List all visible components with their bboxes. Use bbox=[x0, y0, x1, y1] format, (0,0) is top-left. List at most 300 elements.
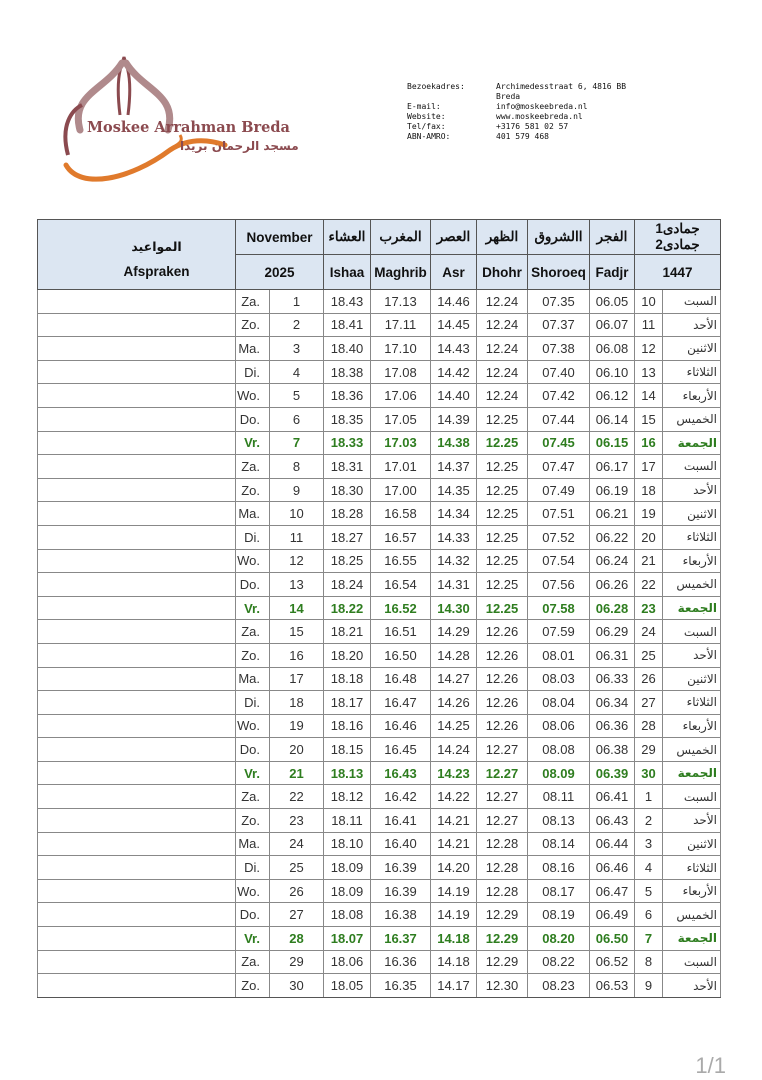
shoroeq-time-cell: 07.45 bbox=[528, 431, 590, 455]
contact-row bbox=[407, 112, 636, 122]
shoroeq-header-arabic: االشروق bbox=[528, 220, 590, 255]
weekday-arabic-cell: الجمعة bbox=[663, 596, 721, 620]
contact-label bbox=[407, 92, 496, 102]
hijri-day-cell: 1 bbox=[635, 785, 663, 809]
ishaa-time-cell: 18.40 bbox=[324, 337, 371, 361]
fadjr-time-cell: 06.07 bbox=[590, 313, 635, 337]
maghrib-time-cell: 16.38 bbox=[371, 903, 431, 927]
contact-value: +3176 581 02 57 bbox=[496, 122, 569, 131]
weekday-cell: Zo. bbox=[236, 313, 270, 337]
dhohr-time-cell: 12.26 bbox=[477, 643, 528, 667]
contact-label: Website: bbox=[407, 112, 446, 121]
appointments-header bbox=[38, 220, 236, 290]
contact-label: E-mail: bbox=[407, 102, 441, 111]
hijri-day-cell: 17 bbox=[635, 455, 663, 479]
maghrib-time-cell: 16.57 bbox=[371, 525, 431, 549]
contact-block bbox=[407, 82, 636, 142]
shoroeq-header: Shoroeq bbox=[528, 255, 590, 290]
table-row bbox=[38, 337, 721, 361]
weekday-arabic-cell: الثلاثاء bbox=[663, 525, 721, 549]
ishaa-time-cell: 18.20 bbox=[324, 643, 371, 667]
hijri-day-cell: 16 bbox=[635, 431, 663, 455]
shoroeq-time-cell: 08.11 bbox=[528, 785, 590, 809]
contact-label: Bezoekadres: bbox=[407, 82, 465, 91]
date-cell: 5 bbox=[270, 384, 324, 408]
weekday-arabic-cell: الأحد bbox=[663, 478, 721, 502]
maghrib-time-cell: 16.46 bbox=[371, 714, 431, 738]
weekday-arabic-cell: الجمعة bbox=[663, 927, 721, 951]
asr-time-cell: 14.17 bbox=[431, 974, 477, 998]
shoroeq-time-cell: 07.38 bbox=[528, 337, 590, 361]
dhohr-time-cell: 12.25 bbox=[477, 549, 528, 573]
hijri-day-cell: 13 bbox=[635, 360, 663, 384]
weekday-cell: Vr. bbox=[236, 596, 270, 620]
dhohr-time-cell: 12.25 bbox=[477, 431, 528, 455]
table-row bbox=[38, 596, 721, 620]
dhohr-time-cell: 12.25 bbox=[477, 573, 528, 597]
table-row bbox=[38, 879, 721, 903]
hijri-day-cell: 6 bbox=[635, 903, 663, 927]
dhohr-time-cell: 12.28 bbox=[477, 879, 528, 903]
contact-row bbox=[407, 132, 636, 142]
shoroeq-time-cell: 08.20 bbox=[528, 927, 590, 951]
ishaa-time-cell: 18.16 bbox=[324, 714, 371, 738]
fadjr-time-cell: 06.14 bbox=[590, 407, 635, 431]
shoroeq-time-cell: 07.49 bbox=[528, 478, 590, 502]
date-cell: 12 bbox=[270, 549, 324, 573]
weekday-arabic-cell: السبت bbox=[663, 950, 721, 974]
maghrib-time-cell: 16.50 bbox=[371, 643, 431, 667]
weekday-arabic-cell: السبت bbox=[663, 290, 721, 314]
date-cell: 8 bbox=[270, 455, 324, 479]
date-cell: 3 bbox=[270, 337, 324, 361]
table-row bbox=[38, 667, 721, 691]
fadjr-time-cell: 06.47 bbox=[590, 879, 635, 903]
ishaa-time-cell: 18.09 bbox=[324, 856, 371, 880]
ishaa-time-cell: 18.24 bbox=[324, 573, 371, 597]
fadjr-time-cell: 06.05 bbox=[590, 290, 635, 314]
asr-time-cell: 14.20 bbox=[431, 856, 477, 880]
appointment-cell bbox=[38, 691, 236, 715]
hijri-day-cell: 24 bbox=[635, 620, 663, 644]
date-cell: 11 bbox=[270, 525, 324, 549]
dhohr-time-cell: 12.30 bbox=[477, 974, 528, 998]
appointments-header-arabic: المواعيد bbox=[131, 238, 182, 254]
dhohr-time-cell: 12.27 bbox=[477, 785, 528, 809]
fadjr-time-cell: 06.26 bbox=[590, 573, 635, 597]
appointment-cell bbox=[38, 974, 236, 998]
asr-time-cell: 14.37 bbox=[431, 455, 477, 479]
date-cell: 4 bbox=[270, 360, 324, 384]
shoroeq-time-cell: 08.22 bbox=[528, 950, 590, 974]
hijri-day-cell: 14 bbox=[635, 384, 663, 408]
fadjr-header-arabic: الفجر bbox=[590, 220, 635, 255]
fadjr-time-cell: 06.28 bbox=[590, 596, 635, 620]
date-cell: 9 bbox=[270, 478, 324, 502]
maghrib-time-cell: 16.37 bbox=[371, 927, 431, 951]
table-row bbox=[38, 502, 721, 526]
appointment-cell bbox=[38, 455, 236, 479]
hijri-day-cell: 25 bbox=[635, 643, 663, 667]
weekday-cell: Ma. bbox=[236, 502, 270, 526]
table-row bbox=[38, 620, 721, 644]
weekday-arabic-cell: الأربعاء bbox=[663, 549, 721, 573]
appointment-cell bbox=[38, 761, 236, 785]
asr-time-cell: 14.25 bbox=[431, 714, 477, 738]
maghrib-time-cell: 17.08 bbox=[371, 360, 431, 384]
fadjr-time-cell: 06.43 bbox=[590, 809, 635, 833]
asr-time-cell: 14.19 bbox=[431, 879, 477, 903]
asr-time-cell: 14.18 bbox=[431, 950, 477, 974]
asr-time-cell: 14.22 bbox=[431, 785, 477, 809]
date-cell: 14 bbox=[270, 596, 324, 620]
date-cell: 2 bbox=[270, 313, 324, 337]
hijri-day-cell: 28 bbox=[635, 714, 663, 738]
shoroeq-time-cell: 07.52 bbox=[528, 525, 590, 549]
ishaa-time-cell: 18.33 bbox=[324, 431, 371, 455]
date-cell: 20 bbox=[270, 738, 324, 762]
date-cell: 6 bbox=[270, 407, 324, 431]
dhohr-time-cell: 12.29 bbox=[477, 927, 528, 951]
appointment-cell bbox=[38, 643, 236, 667]
dhohr-time-cell: 12.26 bbox=[477, 691, 528, 715]
asr-time-cell: 14.45 bbox=[431, 313, 477, 337]
weekday-cell: Do. bbox=[236, 738, 270, 762]
fadjr-time-cell: 06.36 bbox=[590, 714, 635, 738]
maghrib-time-cell: 16.43 bbox=[371, 761, 431, 785]
dhohr-time-cell: 12.24 bbox=[477, 360, 528, 384]
asr-time-cell: 14.33 bbox=[431, 525, 477, 549]
hijri-day-cell: 3 bbox=[635, 832, 663, 856]
appointment-cell bbox=[38, 573, 236, 597]
table-row bbox=[38, 974, 721, 998]
asr-time-cell: 14.26 bbox=[431, 691, 477, 715]
date-cell: 16 bbox=[270, 643, 324, 667]
table-row bbox=[38, 478, 721, 502]
asr-header: Asr bbox=[431, 255, 477, 290]
weekday-cell: Di. bbox=[236, 525, 270, 549]
weekday-arabic-cell: الاثنين bbox=[663, 502, 721, 526]
ishaa-time-cell: 18.30 bbox=[324, 478, 371, 502]
maghrib-time-cell: 17.06 bbox=[371, 384, 431, 408]
hijri-day-cell: 5 bbox=[635, 879, 663, 903]
shoroeq-time-cell: 08.17 bbox=[528, 879, 590, 903]
table-row bbox=[38, 313, 721, 337]
contact-row bbox=[407, 82, 636, 92]
dhohr-time-cell: 12.24 bbox=[477, 290, 528, 314]
ishaa-time-cell: 18.10 bbox=[324, 832, 371, 856]
shoroeq-time-cell: 07.42 bbox=[528, 384, 590, 408]
logo-name-arabic: مسجد الرحمان بريدا bbox=[180, 139, 299, 153]
asr-time-cell: 14.21 bbox=[431, 832, 477, 856]
fadjr-time-cell: 06.31 bbox=[590, 643, 635, 667]
appointment-cell bbox=[38, 290, 236, 314]
weekday-cell: Vr. bbox=[236, 927, 270, 951]
shoroeq-time-cell: 07.35 bbox=[528, 290, 590, 314]
shoroeq-time-cell: 08.01 bbox=[528, 643, 590, 667]
weekday-arabic-cell: الجمعة bbox=[663, 761, 721, 785]
weekday-arabic-cell: الأربعاء bbox=[663, 879, 721, 903]
contact-value: Archimedesstraat 6, 4816 BB bbox=[496, 82, 627, 91]
fadjr-time-cell: 06.33 bbox=[590, 667, 635, 691]
ishaa-time-cell: 18.28 bbox=[324, 502, 371, 526]
maghrib-time-cell: 17.00 bbox=[371, 478, 431, 502]
weekday-arabic-cell: الخميس bbox=[663, 738, 721, 762]
shoroeq-time-cell: 08.03 bbox=[528, 667, 590, 691]
date-cell: 10 bbox=[270, 502, 324, 526]
ishaa-time-cell: 18.12 bbox=[324, 785, 371, 809]
date-cell: 17 bbox=[270, 667, 324, 691]
asr-time-cell: 14.27 bbox=[431, 667, 477, 691]
dhohr-time-cell: 12.28 bbox=[477, 856, 528, 880]
date-cell: 27 bbox=[270, 903, 324, 927]
weekday-cell: Zo. bbox=[236, 478, 270, 502]
weekday-arabic-cell: الأربعاء bbox=[663, 714, 721, 738]
fadjr-time-cell: 06.22 bbox=[590, 525, 635, 549]
appointment-cell bbox=[38, 478, 236, 502]
fadjr-time-cell: 06.10 bbox=[590, 360, 635, 384]
fadjr-time-cell: 06.44 bbox=[590, 832, 635, 856]
hijri-day-cell: 12 bbox=[635, 337, 663, 361]
table-row bbox=[38, 573, 721, 597]
asr-time-cell: 14.38 bbox=[431, 431, 477, 455]
appointment-cell bbox=[38, 832, 236, 856]
shoroeq-time-cell: 07.37 bbox=[528, 313, 590, 337]
weekday-cell: Do. bbox=[236, 573, 270, 597]
weekday-arabic-cell: السبت bbox=[663, 785, 721, 809]
ishaa-time-cell: 18.21 bbox=[324, 620, 371, 644]
weekday-arabic-cell: السبت bbox=[663, 620, 721, 644]
ishaa-time-cell: 18.18 bbox=[324, 667, 371, 691]
dhohr-time-cell: 12.25 bbox=[477, 525, 528, 549]
shoroeq-time-cell: 07.44 bbox=[528, 407, 590, 431]
table-row bbox=[38, 832, 721, 856]
appointment-cell bbox=[38, 879, 236, 903]
ishaa-time-cell: 18.41 bbox=[324, 313, 371, 337]
asr-time-cell: 14.30 bbox=[431, 596, 477, 620]
date-cell: 7 bbox=[270, 431, 324, 455]
shoroeq-time-cell: 08.23 bbox=[528, 974, 590, 998]
table-row bbox=[38, 384, 721, 408]
table-row bbox=[38, 549, 721, 573]
maghrib-time-cell: 16.54 bbox=[371, 573, 431, 597]
appointment-cell bbox=[38, 738, 236, 762]
date-cell: 24 bbox=[270, 832, 324, 856]
weekday-cell: Do. bbox=[236, 903, 270, 927]
appointment-cell bbox=[38, 337, 236, 361]
weekday-cell: Zo. bbox=[236, 643, 270, 667]
hijri-day-cell: 9 bbox=[635, 974, 663, 998]
hijri-day-cell: 26 bbox=[635, 667, 663, 691]
weekday-cell: Wo. bbox=[236, 714, 270, 738]
shoroeq-time-cell: 07.58 bbox=[528, 596, 590, 620]
shoroeq-time-cell: 08.16 bbox=[528, 856, 590, 880]
weekday-arabic-cell: الأربعاء bbox=[663, 384, 721, 408]
weekday-cell: Vr. bbox=[236, 431, 270, 455]
maghrib-time-cell: 16.45 bbox=[371, 738, 431, 762]
hijri-month-1: جمادى1 bbox=[655, 221, 700, 236]
weekday-arabic-cell: الخميس bbox=[663, 903, 721, 927]
appointment-cell bbox=[38, 903, 236, 927]
table-row bbox=[38, 407, 721, 431]
fadjr-time-cell: 06.46 bbox=[590, 856, 635, 880]
ishaa-time-cell: 18.07 bbox=[324, 927, 371, 951]
dhohr-time-cell: 12.29 bbox=[477, 950, 528, 974]
fadjr-time-cell: 06.21 bbox=[590, 502, 635, 526]
dhohr-time-cell: 12.26 bbox=[477, 714, 528, 738]
maghrib-time-cell: 17.11 bbox=[371, 313, 431, 337]
date-cell: 29 bbox=[270, 950, 324, 974]
shoroeq-time-cell: 08.04 bbox=[528, 691, 590, 715]
ishaa-time-cell: 18.22 bbox=[324, 596, 371, 620]
hijri-day-cell: 8 bbox=[635, 950, 663, 974]
dhohr-header-arabic: الظهر bbox=[477, 220, 528, 255]
hijri-day-cell: 23 bbox=[635, 596, 663, 620]
date-cell: 19 bbox=[270, 714, 324, 738]
weekday-arabic-cell: الثلاثاء bbox=[663, 856, 721, 880]
ishaa-time-cell: 18.36 bbox=[324, 384, 371, 408]
maghrib-time-cell: 17.01 bbox=[371, 455, 431, 479]
maghrib-time-cell: 16.48 bbox=[371, 667, 431, 691]
table-row bbox=[38, 738, 721, 762]
hijri-day-cell: 20 bbox=[635, 525, 663, 549]
date-cell: 13 bbox=[270, 573, 324, 597]
weekday-cell: Za. bbox=[236, 950, 270, 974]
hijri-day-cell: 11 bbox=[635, 313, 663, 337]
contact-label: Tel/fax: bbox=[407, 122, 446, 131]
shoroeq-time-cell: 08.06 bbox=[528, 714, 590, 738]
weekday-cell: Za. bbox=[236, 455, 270, 479]
appointment-cell bbox=[38, 950, 236, 974]
weekday-cell: Za. bbox=[236, 620, 270, 644]
weekday-cell: Wo. bbox=[236, 384, 270, 408]
fadjr-time-cell: 06.49 bbox=[590, 903, 635, 927]
table-row bbox=[38, 785, 721, 809]
hijri-year-header: 1447 bbox=[635, 255, 721, 290]
table-row bbox=[38, 714, 721, 738]
dhohr-time-cell: 12.25 bbox=[477, 596, 528, 620]
asr-time-cell: 14.34 bbox=[431, 502, 477, 526]
contact-value: Breda bbox=[496, 92, 521, 101]
dhohr-time-cell: 12.24 bbox=[477, 337, 528, 361]
weekday-cell: Do. bbox=[236, 407, 270, 431]
weekday-cell: Za. bbox=[236, 290, 270, 314]
asr-time-cell: 14.29 bbox=[431, 620, 477, 644]
date-cell: 28 bbox=[270, 927, 324, 951]
maghrib-time-cell: 17.10 bbox=[371, 337, 431, 361]
fadjr-time-cell: 06.50 bbox=[590, 927, 635, 951]
appointment-cell bbox=[38, 431, 236, 455]
ishaa-time-cell: 18.09 bbox=[324, 879, 371, 903]
weekday-arabic-cell: الاثنين bbox=[663, 337, 721, 361]
date-cell: 21 bbox=[270, 761, 324, 785]
dhohr-time-cell: 12.26 bbox=[477, 620, 528, 644]
table-row bbox=[38, 903, 721, 927]
appointment-cell bbox=[38, 360, 236, 384]
table-row bbox=[38, 761, 721, 785]
weekday-cell: Zo. bbox=[236, 809, 270, 833]
dhohr-time-cell: 12.24 bbox=[477, 313, 528, 337]
weekday-cell: Wo. bbox=[236, 879, 270, 903]
date-cell: 30 bbox=[270, 974, 324, 998]
shoroeq-time-cell: 08.09 bbox=[528, 761, 590, 785]
hijri-day-cell: 19 bbox=[635, 502, 663, 526]
fadjr-header: Fadjr bbox=[590, 255, 635, 290]
shoroeq-time-cell: 07.40 bbox=[528, 360, 590, 384]
month-header: November bbox=[236, 220, 324, 255]
fadjr-time-cell: 06.08 bbox=[590, 337, 635, 361]
maghrib-time-cell: 16.55 bbox=[371, 549, 431, 573]
weekday-cell: Vr. bbox=[236, 761, 270, 785]
maghrib-time-cell: 16.42 bbox=[371, 785, 431, 809]
asr-time-cell: 14.21 bbox=[431, 809, 477, 833]
weekday-cell: Di. bbox=[236, 856, 270, 880]
asr-time-cell: 14.31 bbox=[431, 573, 477, 597]
shoroeq-time-cell: 08.13 bbox=[528, 809, 590, 833]
dhohr-time-cell: 12.27 bbox=[477, 738, 528, 762]
fadjr-time-cell: 06.17 bbox=[590, 455, 635, 479]
maghrib-header-arabic: المغرب bbox=[371, 220, 431, 255]
shoroeq-time-cell: 07.59 bbox=[528, 620, 590, 644]
table-row bbox=[38, 290, 721, 314]
mosque-logo bbox=[60, 55, 300, 190]
asr-time-cell: 14.28 bbox=[431, 643, 477, 667]
table-row bbox=[38, 360, 721, 384]
ishaa-header: Ishaa bbox=[324, 255, 371, 290]
appointment-cell bbox=[38, 809, 236, 833]
hijri-day-cell: 7 bbox=[635, 927, 663, 951]
fadjr-time-cell: 06.41 bbox=[590, 785, 635, 809]
hijri-day-cell: 10 bbox=[635, 290, 663, 314]
ishaa-header-arabic: العشاء bbox=[324, 220, 371, 255]
dhohr-time-cell: 12.24 bbox=[477, 384, 528, 408]
contact-value: 401 579 468 bbox=[496, 132, 549, 141]
hijri-day-cell: 15 bbox=[635, 407, 663, 431]
appointments-header-dutch: Afspraken bbox=[123, 263, 190, 279]
table-row bbox=[38, 856, 721, 880]
ishaa-time-cell: 18.13 bbox=[324, 761, 371, 785]
maghrib-time-cell: 16.51 bbox=[371, 620, 431, 644]
table-row bbox=[38, 643, 721, 667]
weekday-arabic-cell: الأحد bbox=[663, 313, 721, 337]
table-row bbox=[38, 525, 721, 549]
ishaa-time-cell: 18.17 bbox=[324, 691, 371, 715]
shoroeq-time-cell: 08.14 bbox=[528, 832, 590, 856]
fadjr-time-cell: 06.15 bbox=[590, 431, 635, 455]
fadjr-time-cell: 06.12 bbox=[590, 384, 635, 408]
dhohr-time-cell: 12.25 bbox=[477, 455, 528, 479]
hijri-day-cell: 27 bbox=[635, 691, 663, 715]
appointment-cell bbox=[38, 856, 236, 880]
shoroeq-time-cell: 07.56 bbox=[528, 573, 590, 597]
appointment-cell bbox=[38, 785, 236, 809]
maghrib-time-cell: 17.03 bbox=[371, 431, 431, 455]
dhohr-time-cell: 12.25 bbox=[477, 502, 528, 526]
hijri-day-cell: 22 bbox=[635, 573, 663, 597]
prayer-times-table bbox=[37, 219, 721, 998]
appointment-cell bbox=[38, 549, 236, 573]
weekday-arabic-cell: الأحد bbox=[663, 809, 721, 833]
maghrib-time-cell: 16.36 bbox=[371, 950, 431, 974]
weekday-arabic-cell: الثلاثاء bbox=[663, 691, 721, 715]
table-row bbox=[38, 455, 721, 479]
asr-time-cell: 14.39 bbox=[431, 407, 477, 431]
fadjr-time-cell: 06.38 bbox=[590, 738, 635, 762]
asr-header-arabic: العصر bbox=[431, 220, 477, 255]
date-cell: 22 bbox=[270, 785, 324, 809]
fadjr-time-cell: 06.29 bbox=[590, 620, 635, 644]
asr-time-cell: 14.40 bbox=[431, 384, 477, 408]
